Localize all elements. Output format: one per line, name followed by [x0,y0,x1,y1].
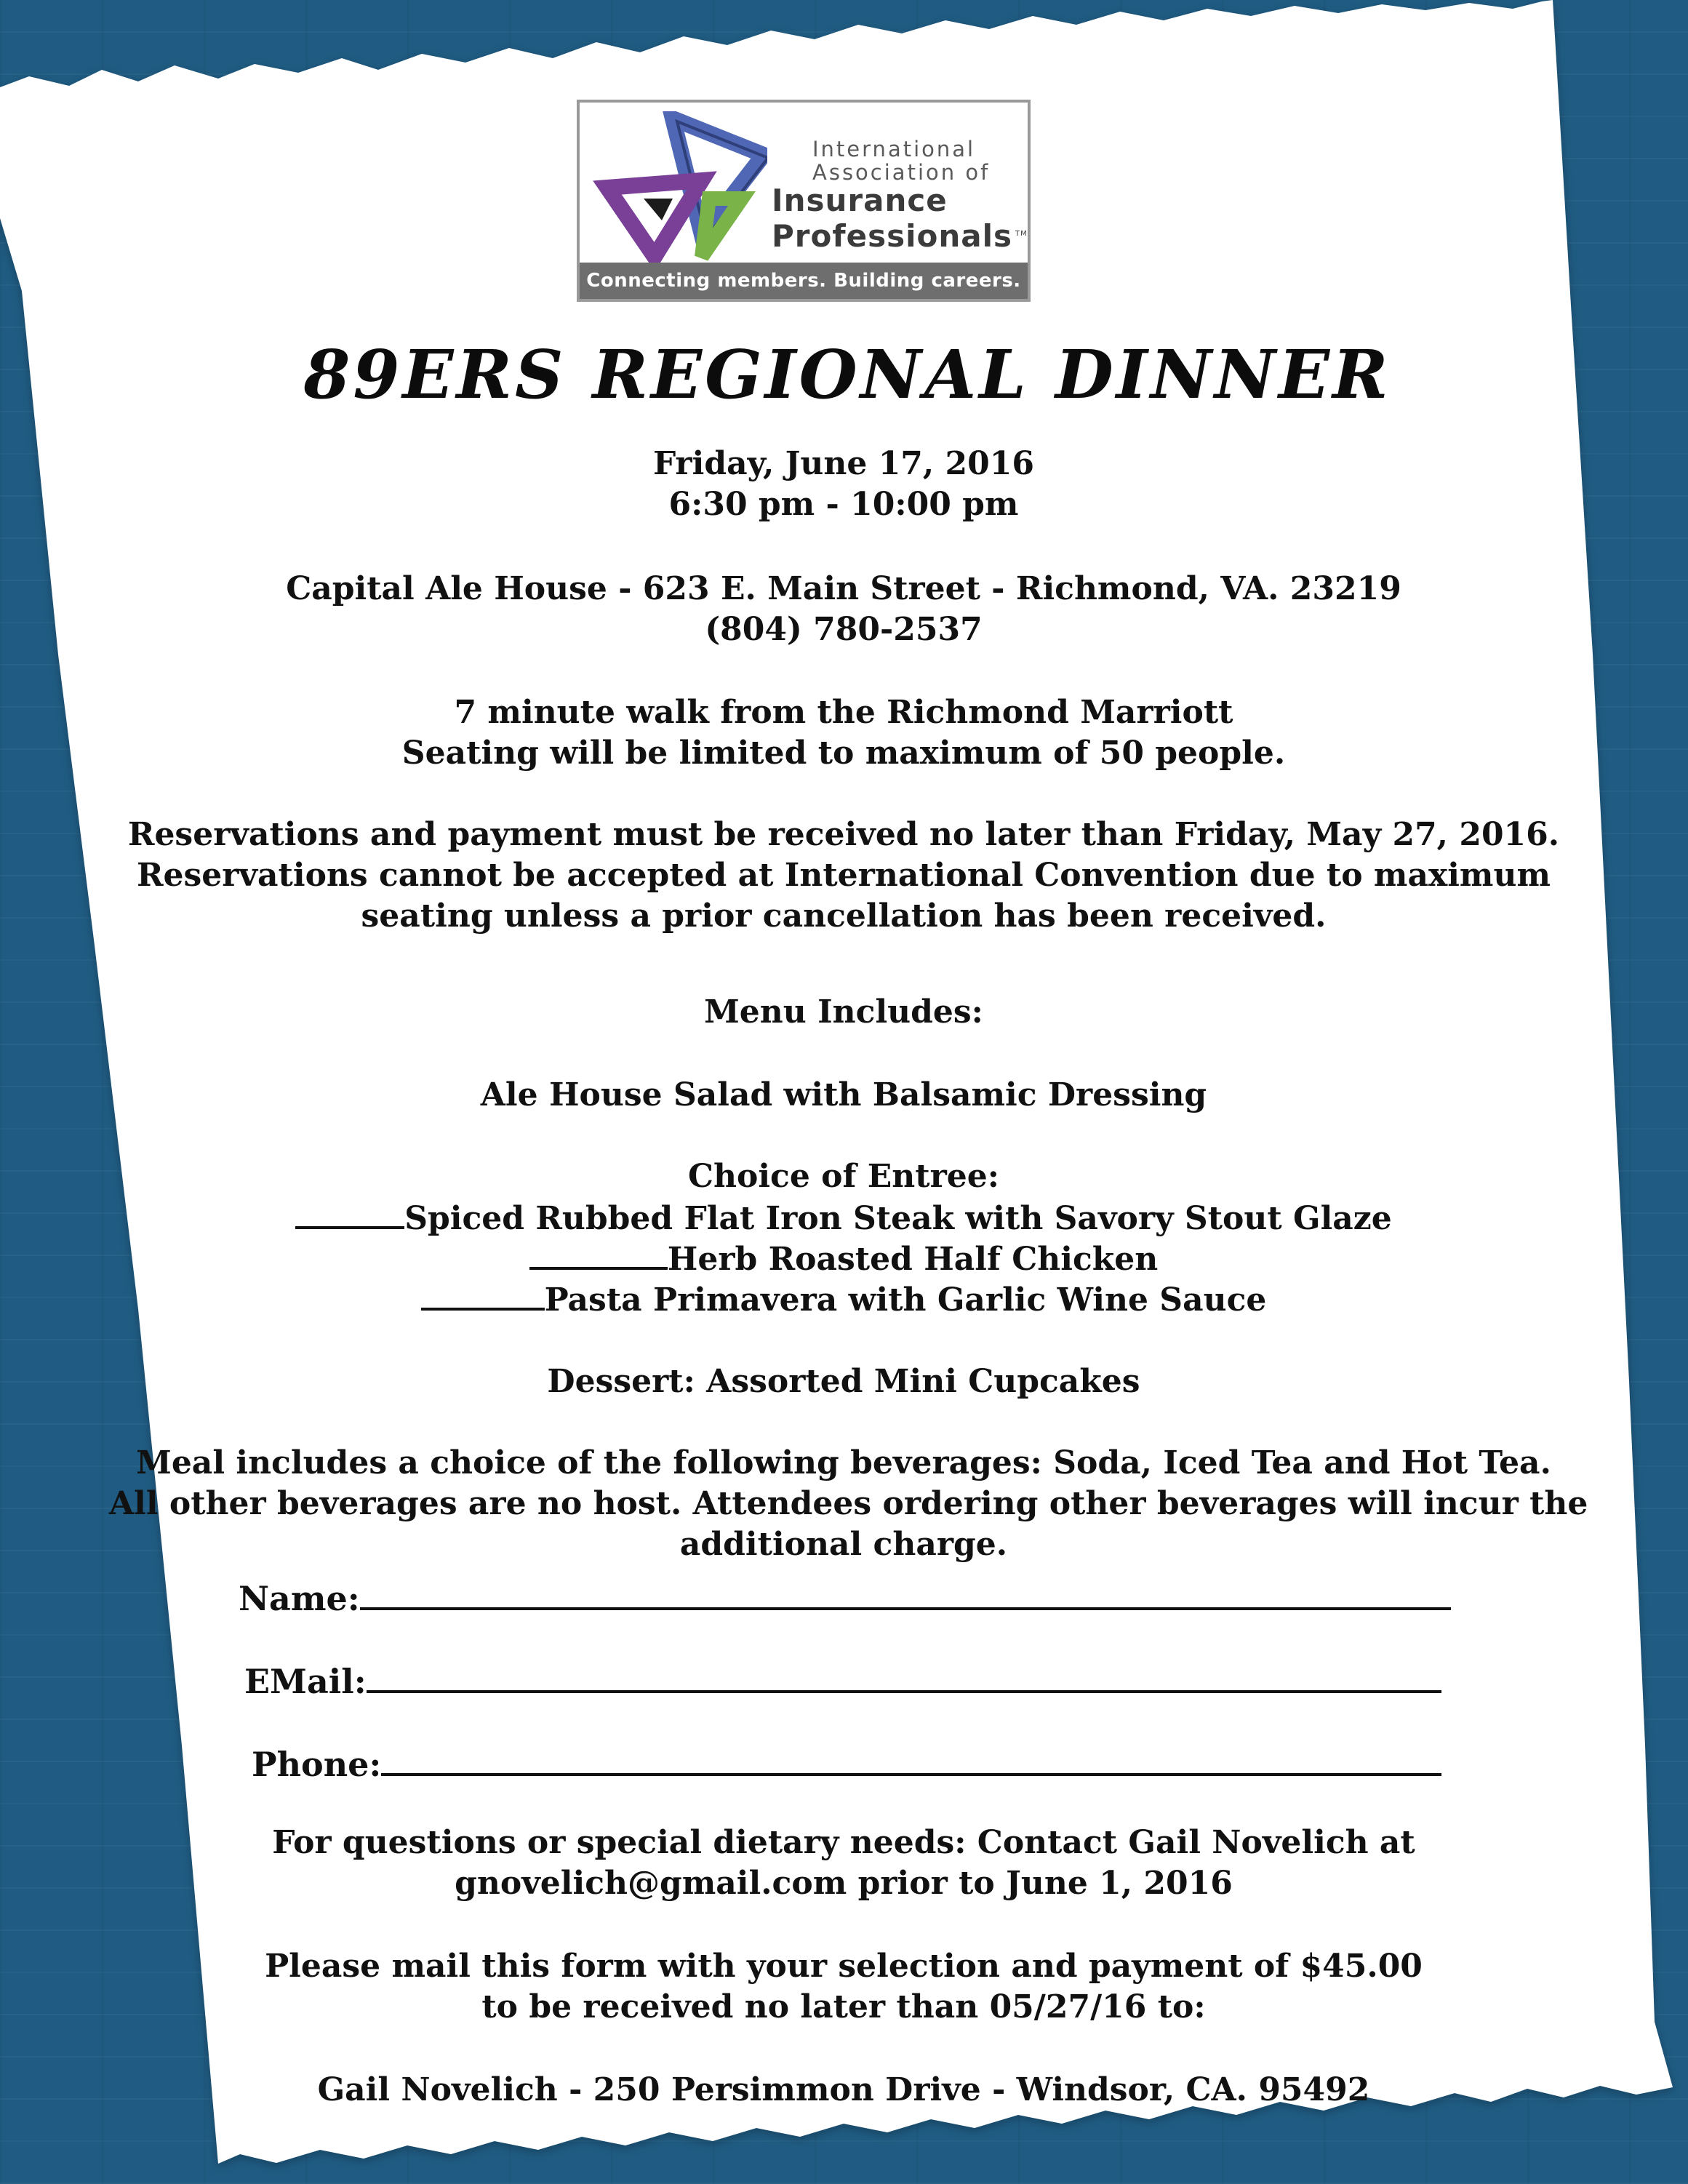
menu-salad: Ale House Salad with Balsamic Dressing [480,1076,1207,1113]
beverage-line3: additional charge. [679,1526,1008,1563]
contact-email: gnovelich@gmail.com prior to June 1, 2016 [455,1865,1233,1902]
mail-address: Gail Novelich - 250 Persimmon Drive - Windsor, CA. 95492 [317,2071,1370,2108]
mail-line2: to be received no later than 05/27/16 to: [481,1988,1206,2025]
event-venue: Capital Ale House - 623 E. Main Street - Richmond, VA. 23219 [286,570,1401,607]
phone-field [252,1741,1441,1785]
name-input-line[interactable] [360,1575,1451,1610]
seating-note: Seating will be limited to maximum of 50 people. [401,735,1286,772]
entree-option-label: Pasta Primavera with Garlic Wine Sauce [544,1281,1267,1319]
phone-input-line[interactable] [381,1741,1441,1776]
beverage-line2: All other beverages are no host. Attendees ordering other beverages will incur the [109,1485,1588,1522]
entree-option-label: Spiced Rubbed Flat Iron Steak with Savory Stout Glaze [404,1200,1392,1237]
entree-option [109,1197,1578,1239]
mail-line1: Please mail this form with your selection and payment of $45.00 [265,1948,1423,1985]
entree-option [109,1238,1578,1280]
org-name-line4 [732,217,1028,254]
phone-label: Phone: [252,1745,382,1784]
email-input-line[interactable] [367,1658,1441,1693]
org-name-line3: Insurance [772,183,948,218]
menu-dessert: Dessert: Assorted Mini Cupcakes [547,1363,1140,1400]
logo-tagline: Connecting members. Building careers. [580,263,1028,299]
org-name-line4-text: Professionals [772,218,1012,254]
trademark: TM [1015,230,1028,238]
entree-option [109,1279,1578,1321]
beverage-line1: Meal includes a choice of the following beverages: Soda, Iced Tea and Hot Tea. [136,1444,1551,1481]
org-name-line1: International [812,137,976,161]
name-label: Name: [239,1579,360,1618]
walk-note: 7 minute walk from the Richmond Marriott [454,694,1233,731]
entree-check-blank[interactable] [421,1279,545,1311]
iaip-logo [577,100,1031,302]
email-label: EMail: [244,1662,367,1701]
event-time: 6:30 pm - 10:00 pm [668,486,1019,523]
org-name-line2: Association of [812,160,991,185]
entree-check-blank[interactable] [295,1197,404,1229]
email-field [244,1658,1441,1702]
name-field [239,1575,1451,1619]
menu-heading: Menu Includes: [704,993,983,1031]
reservation-line3: seating unless a prior cancellation has been received. [361,897,1327,935]
entree-heading: Choice of Entree: [687,1158,1000,1195]
page-title: 89ERS REGIONAL DINNER [303,335,1391,414]
venue-phone: (804) 780-2537 [705,611,983,648]
entree-check-blank[interactable] [529,1238,668,1270]
entree-option-label: Herb Roasted Half Chicken [667,1241,1159,1278]
reservation-line1: Reservations and payment must be received no later than Friday, May 27, 2016. [127,816,1560,853]
contact-line1: For questions or special dietary needs: Contact Gail Novelich at [272,1824,1415,1861]
reservation-line2: Reservations cannot be accepted at International Convention due to maximum [136,857,1551,894]
event-date: Friday, June 17, 2016 [652,445,1035,482]
